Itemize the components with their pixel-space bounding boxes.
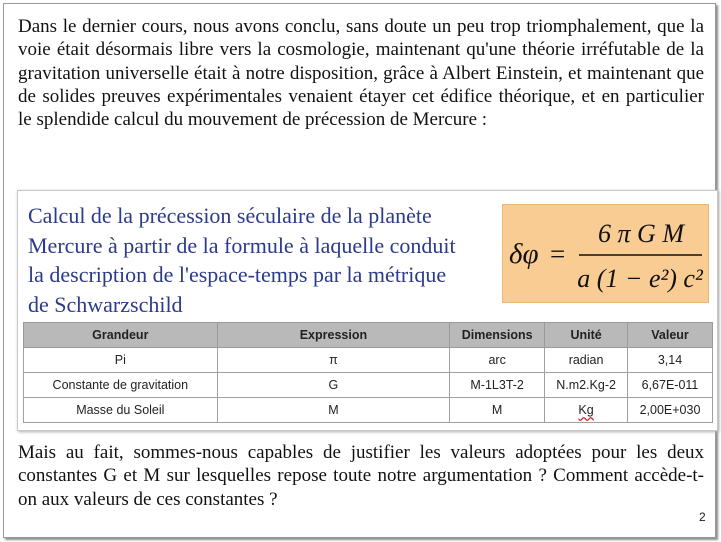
figure-title xyxy=(28,201,503,319)
table-cell: 6,67E-011 xyxy=(628,373,713,398)
figure-title-line: Mercure à partir de la formule à laquelle conduit xyxy=(28,232,456,258)
figure-title-line: de Schwarzschild xyxy=(28,291,183,317)
table-cell: π xyxy=(217,348,450,373)
page-number: 2 xyxy=(699,510,706,524)
table-cell: M xyxy=(450,398,545,423)
column-header: Valeur xyxy=(628,323,713,348)
table-cell: N.m2.Kg-2 xyxy=(545,373,628,398)
formula-equals: = xyxy=(550,239,566,269)
formula-numerator: 6 π G M xyxy=(598,219,684,248)
spellcheck-underlined-text: Kg xyxy=(578,403,594,417)
table-row xyxy=(24,348,713,373)
formula-lhs: δφ xyxy=(509,238,539,270)
figure-title-line: la description de l'espace-temps par la métrique xyxy=(28,262,447,287)
slide xyxy=(3,3,716,538)
table-cell: M xyxy=(217,398,450,423)
precession-formula xyxy=(502,204,709,303)
formula-denominator: a (1 − e²) c² xyxy=(577,264,703,293)
figure-title-line: Calcul de la précession séculaire de la planète xyxy=(28,203,432,228)
table-cell: Pi xyxy=(24,348,218,373)
embedded-figure xyxy=(17,190,718,431)
table-cell: arc xyxy=(450,348,545,373)
outro-paragraph: Mais au fait, sommes-nous capables de justifier les valeurs adoptées pour les deux constantes G et M sur lesquelles repose toute notre argumentation ? Comment accède-t-on aux valeurs de ces constantes ? xyxy=(18,442,704,510)
column-header: Expression xyxy=(217,323,450,348)
table-cell xyxy=(545,398,628,423)
table-cell: G xyxy=(217,373,450,398)
table-row xyxy=(24,373,713,398)
constants-table xyxy=(23,322,713,423)
table-cell: Masse du Soleil xyxy=(24,398,218,423)
table-row xyxy=(24,398,713,423)
formula-svg xyxy=(503,205,708,302)
table-cell: radian xyxy=(545,348,628,373)
column-header: Unité xyxy=(545,323,628,348)
table-cell: Constante de gravitation xyxy=(24,373,218,398)
table-cell: 2,00E+030 xyxy=(628,398,713,423)
table-header-row xyxy=(24,323,713,348)
table-cell: 3,14 xyxy=(628,348,713,373)
column-header: Dimensions xyxy=(450,323,545,348)
table-cell: M-1L3T-2 xyxy=(450,373,545,398)
column-header: Grandeur xyxy=(24,323,218,348)
intro-paragraph: Dans le dernier cours, nous avons conclu, sans doute un peu trop triomphalement, que la voie était désormais libre vers la cosmologie, maintenant qu'une théorie irréfutable de la gravitation universelle était à notre disposition, grâce à Albert Einstein, et maintenant que de solides preuves expérimentales venaient étayer cet édifice théorique, et en particulier le splendide calcul du mouvement de précession de Mercure : xyxy=(18,16,704,131)
